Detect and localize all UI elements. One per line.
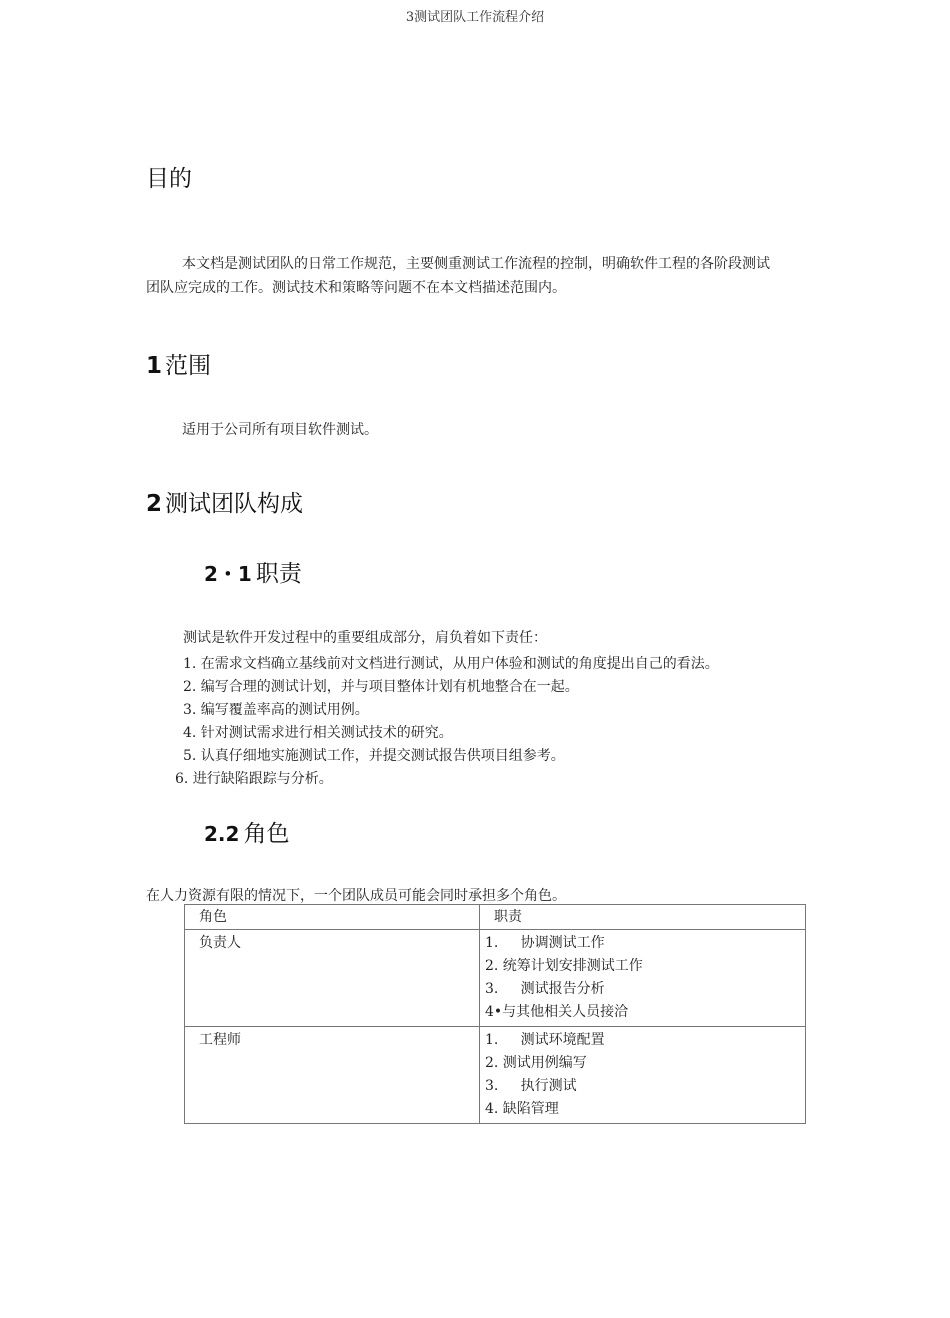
heading-team-title: 测试团队构成: [165, 491, 304, 517]
heading-duties: [204, 555, 302, 588]
list-item: 3. 编写覆盖率高的测试用例。: [183, 702, 369, 718]
roles-intro: 在人力资源有限的情况下，一个团队成员可能会同时承担多个角色。: [146, 888, 566, 904]
heading-purpose: [146, 160, 192, 193]
duty-item: 4. 缺陷管理: [485, 1101, 559, 1117]
list-item: 2. 编写合理的测试计划，并与项目整体计划有机地整合在一起。: [183, 679, 579, 695]
duty-item: 1. 测试环境配置: [485, 1032, 605, 1048]
heading-roles-number: 2.2: [204, 822, 240, 846]
page-header: 3测试团队工作流程介绍: [405, 10, 545, 25]
list-item: 4. 针对测试需求进行相关测试技术的研究。: [183, 725, 453, 741]
heading-scope: [146, 347, 211, 380]
heading-duties-number: 2・1: [204, 562, 252, 586]
purpose-paragraph: [146, 252, 866, 300]
list-item: 6. 进行缺陷跟踪与分析。: [175, 771, 333, 787]
scope-text: 适用于公司所有项目软件测试。: [182, 422, 378, 438]
heading-scope-number: 1: [146, 353, 163, 379]
table-cell-duties: [480, 1027, 806, 1124]
heading-duties-title: 职责: [255, 561, 302, 587]
table-row: [185, 930, 806, 1027]
table-cell-role: 工程师: [185, 1027, 480, 1124]
roles-table: [184, 904, 806, 1124]
duty-item: 2. 统筹计划安排测试工作: [485, 958, 643, 974]
list-item: 5. 认真仔细地实施测试工作，并提交测试报告供项目组参考。: [183, 748, 565, 764]
table-cell-duties: [480, 930, 806, 1027]
heading-team: [146, 485, 303, 518]
duty-item: 3. 测试报告分析: [485, 981, 605, 997]
table-header-row: [185, 905, 806, 930]
duties-list: [175, 653, 719, 791]
duty-item: 2. 测试用例编写: [485, 1055, 587, 1071]
duty-item: 3. 执行测试: [485, 1078, 577, 1094]
heading-scope-title: 范围: [165, 353, 212, 379]
heading-roles-title: 角色: [243, 821, 290, 847]
heading-team-number: 2: [146, 491, 163, 517]
list-item: 1. 在需求文档确立基线前对文档进行测试，从用户体验和测试的角度提出自己的看法。: [183, 656, 719, 672]
duties-intro: 测试是软件开发过程中的重要组成部分，肩负着如下责任：: [183, 630, 547, 646]
duty-item: 4•与其他相关人员接洽: [485, 1004, 629, 1020]
purpose-line-2: 团队应完成的工作。测试技术和策略等问题不在本文档描述范围内。: [146, 280, 566, 296]
heading-roles: [204, 815, 289, 848]
duty-item: 1. 协调测试工作: [485, 935, 605, 951]
table-header-role: 角色: [185, 905, 480, 930]
purpose-line-1: 本文档是测试团队的日常工作规范，主要侧重测试工作流程的控制，明确软件工程的各阶段测试: [182, 256, 770, 272]
heading-purpose-title: 目的: [146, 166, 192, 192]
table-cell-role: 负责人: [185, 930, 480, 1027]
table-header-duties: 职责: [480, 905, 806, 930]
table-row: [185, 1027, 806, 1124]
